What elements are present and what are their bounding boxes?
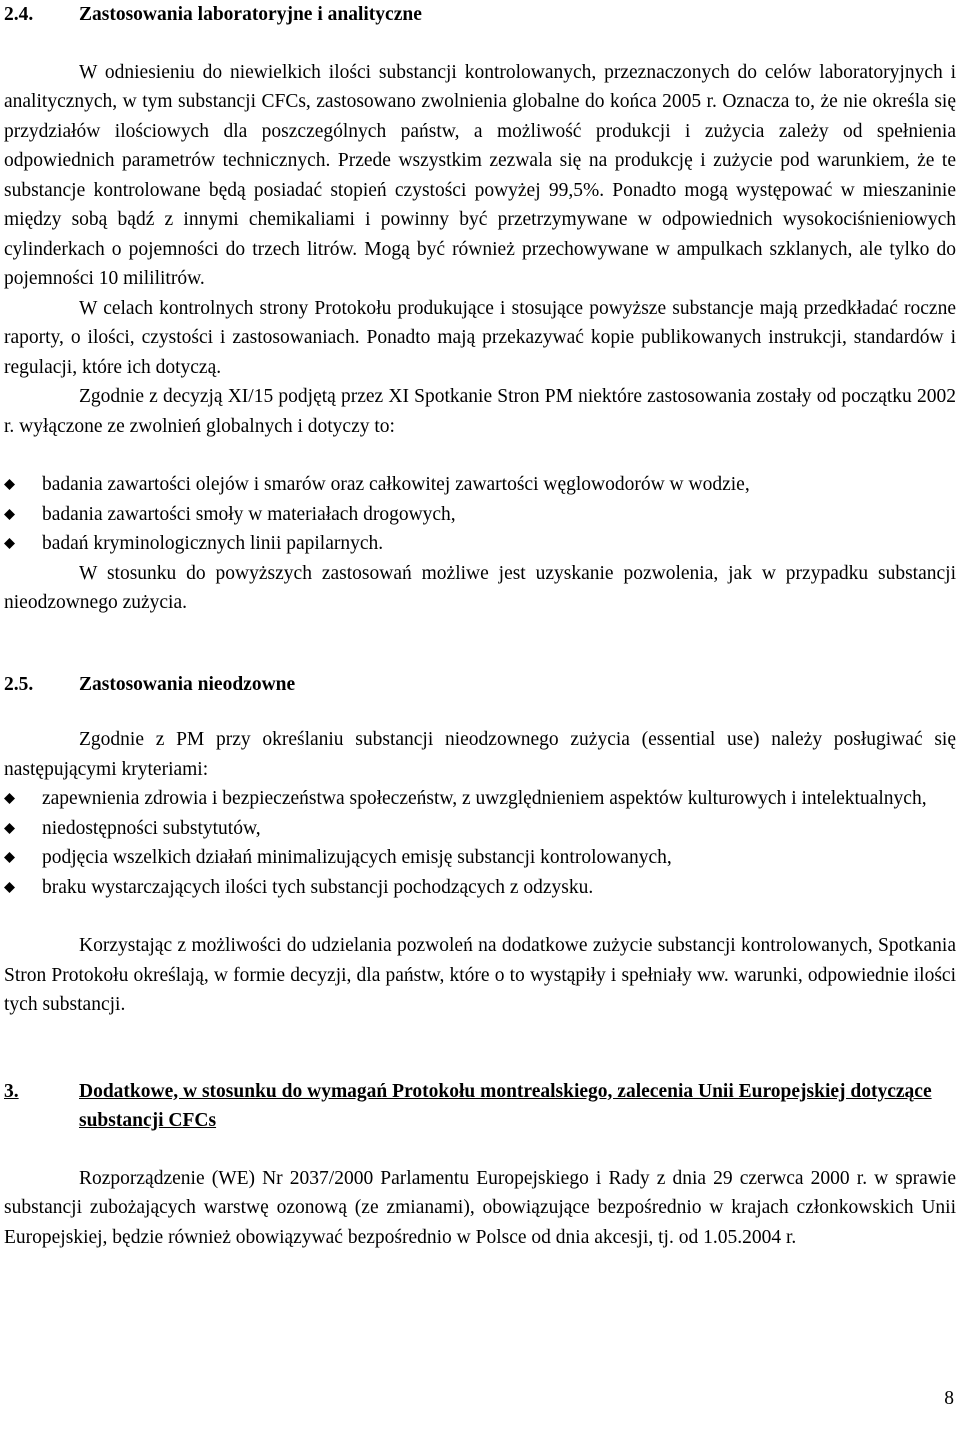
list-item-text: braku wystarczających ilości tych substancji pochodzących z odzysku. — [42, 876, 594, 898]
bullet-list — [4, 784, 956, 902]
paragraph: Korzystając z możliwości do udzielania pozwoleń na dodatkowe zużycie substancji kontrolowanych, Spotkania Stron Protokołu określają, w formie decyzji, dla państw, które o to wystąpiły i spełniały ww. warunki, odpowiednie ilości tych substancji. — [4, 935, 956, 1015]
list-item — [4, 873, 956, 903]
section-2-4-heading — [4, 0, 956, 30]
page-number: 8 — [944, 1388, 954, 1409]
section-title: Zastosowania laboratoryjne i analityczne — [79, 4, 422, 25]
section-number: 2.5. — [4, 673, 34, 695]
paragraph: Rozporządzenie (WE) Nr 2037/2000 Parlamentu Europejskiego i Rady z dnia 29 czerwca 2000 r. w sprawie substancji zubożających warstwę ozonową (ze zmianami), obowiązujące bezpośrednio w krajach członkowskich Unii Europejskiej, będzie również obowiązywać bezpośrednio w Polsce od dnia akcesji, tj. od 1.05.2004 r. — [4, 1167, 956, 1248]
diamond-icon — [4, 793, 15, 804]
diamond-icon — [4, 479, 15, 490]
section-number: 3. — [4, 1080, 19, 1102]
paragraph: Zgodnie z PM przy określaniu substancji nieodzownego zużycia (essential use) należy posługiwać się następującymi kryteriami: — [4, 729, 956, 780]
list-item-text: niedostępności substytutów, — [42, 817, 261, 839]
list-item-text: badania zawartości smoły w materiałach drogowych, — [42, 503, 456, 525]
section-number: 2.4. — [4, 4, 34, 25]
list-item-text: podjęcia wszelkich działań minimalizujących emisję substancji kontrolowanych, — [42, 847, 672, 868]
list-item-text: zapewnienia zdrowia i bezpieczeństwa społeczeństw, z uwzględnieniem aspektów kulturowych i intelektualnych, — [42, 788, 927, 809]
diamond-icon — [4, 882, 15, 893]
bullet-list — [4, 470, 956, 559]
list-item-text: badań kryminologicznych linii papilarnych. — [42, 533, 384, 554]
list-item-text: badania zawartości olejów i smarów oraz całkowitej zawartości węglowodorów w wodzie, — [42, 474, 750, 495]
section-3-heading — [4, 1077, 956, 1136]
list-item — [4, 784, 956, 814]
document-page — [4, 0, 956, 1252]
diamond-icon — [4, 852, 15, 863]
list-item — [4, 814, 956, 844]
paragraph: W stosunku do powyższych zastosowań możliwe jest uzyskanie pozwolenia, jak w przypadku substancji nieodzownego zużycia. — [4, 562, 956, 613]
diamond-icon — [4, 823, 15, 834]
section-title: Zastosowania nieodzowne — [79, 673, 296, 695]
diamond-icon — [4, 538, 15, 549]
section-title: Dodatkowe, w stosunku do wymagań Protokołu montrealskiego, zalecenia Unii Europejskiej dotyczące substancji CFCs — [79, 1080, 932, 1131]
list-item — [4, 843, 956, 873]
section-2-5-heading — [4, 670, 956, 700]
list-item — [4, 529, 956, 559]
list-item — [4, 470, 956, 500]
paragraph: W celach kontrolnych strony Protokołu produkujące i stosujące powyższe substancje mają przedkładać roczne raporty, o ilości, czystości i zastosowaniach. Ponadto mają przekazywać kopie publikowanych instrukcji, standardów i regulacji, które ich dotyczą. — [4, 297, 956, 378]
list-item — [4, 500, 956, 530]
paragraph: Zgodnie z decyzją XI/15 podjętą przez XI Spotkanie Stron PM niektóre zastosowania zostały od początku 2002 r. wyłączone ze zwolnień globalnych i dotyczy to: — [4, 386, 956, 437]
paragraph: W odniesieniu do niewielkich ilości substancji kontrolowanych, przeznaczonych do celów laboratoryjnych i analitycznych, w tym substancji CFCs, zastosowano zwolnienia globalne do końca 2005 r. Oznacza to, że nie określa się przydziałów ilościowych dla poszczególnych państw, a możliwość produkcji i zużycia zależy od spełnienia odpowiednich parametrów technicznych. Przede wszystkim zezwala się na produkcję i zużycie pod warunkiem, że te substancje kontrolowane będą posiadać stopień czystości powyżej 99,5%. Ponadto mogą występować w mieszaninie między sobą bądź z innymi chemikaliami i powinny być przetrzymywane w odpowiednich wysokociśnieniowych cylinderkach o pojemności do trzech litrów. Mogą być również przechowywane w ampulkach szklanych, ale tylko do pojemności 10 mililitrów. — [4, 61, 956, 289]
diamond-icon — [4, 509, 15, 520]
